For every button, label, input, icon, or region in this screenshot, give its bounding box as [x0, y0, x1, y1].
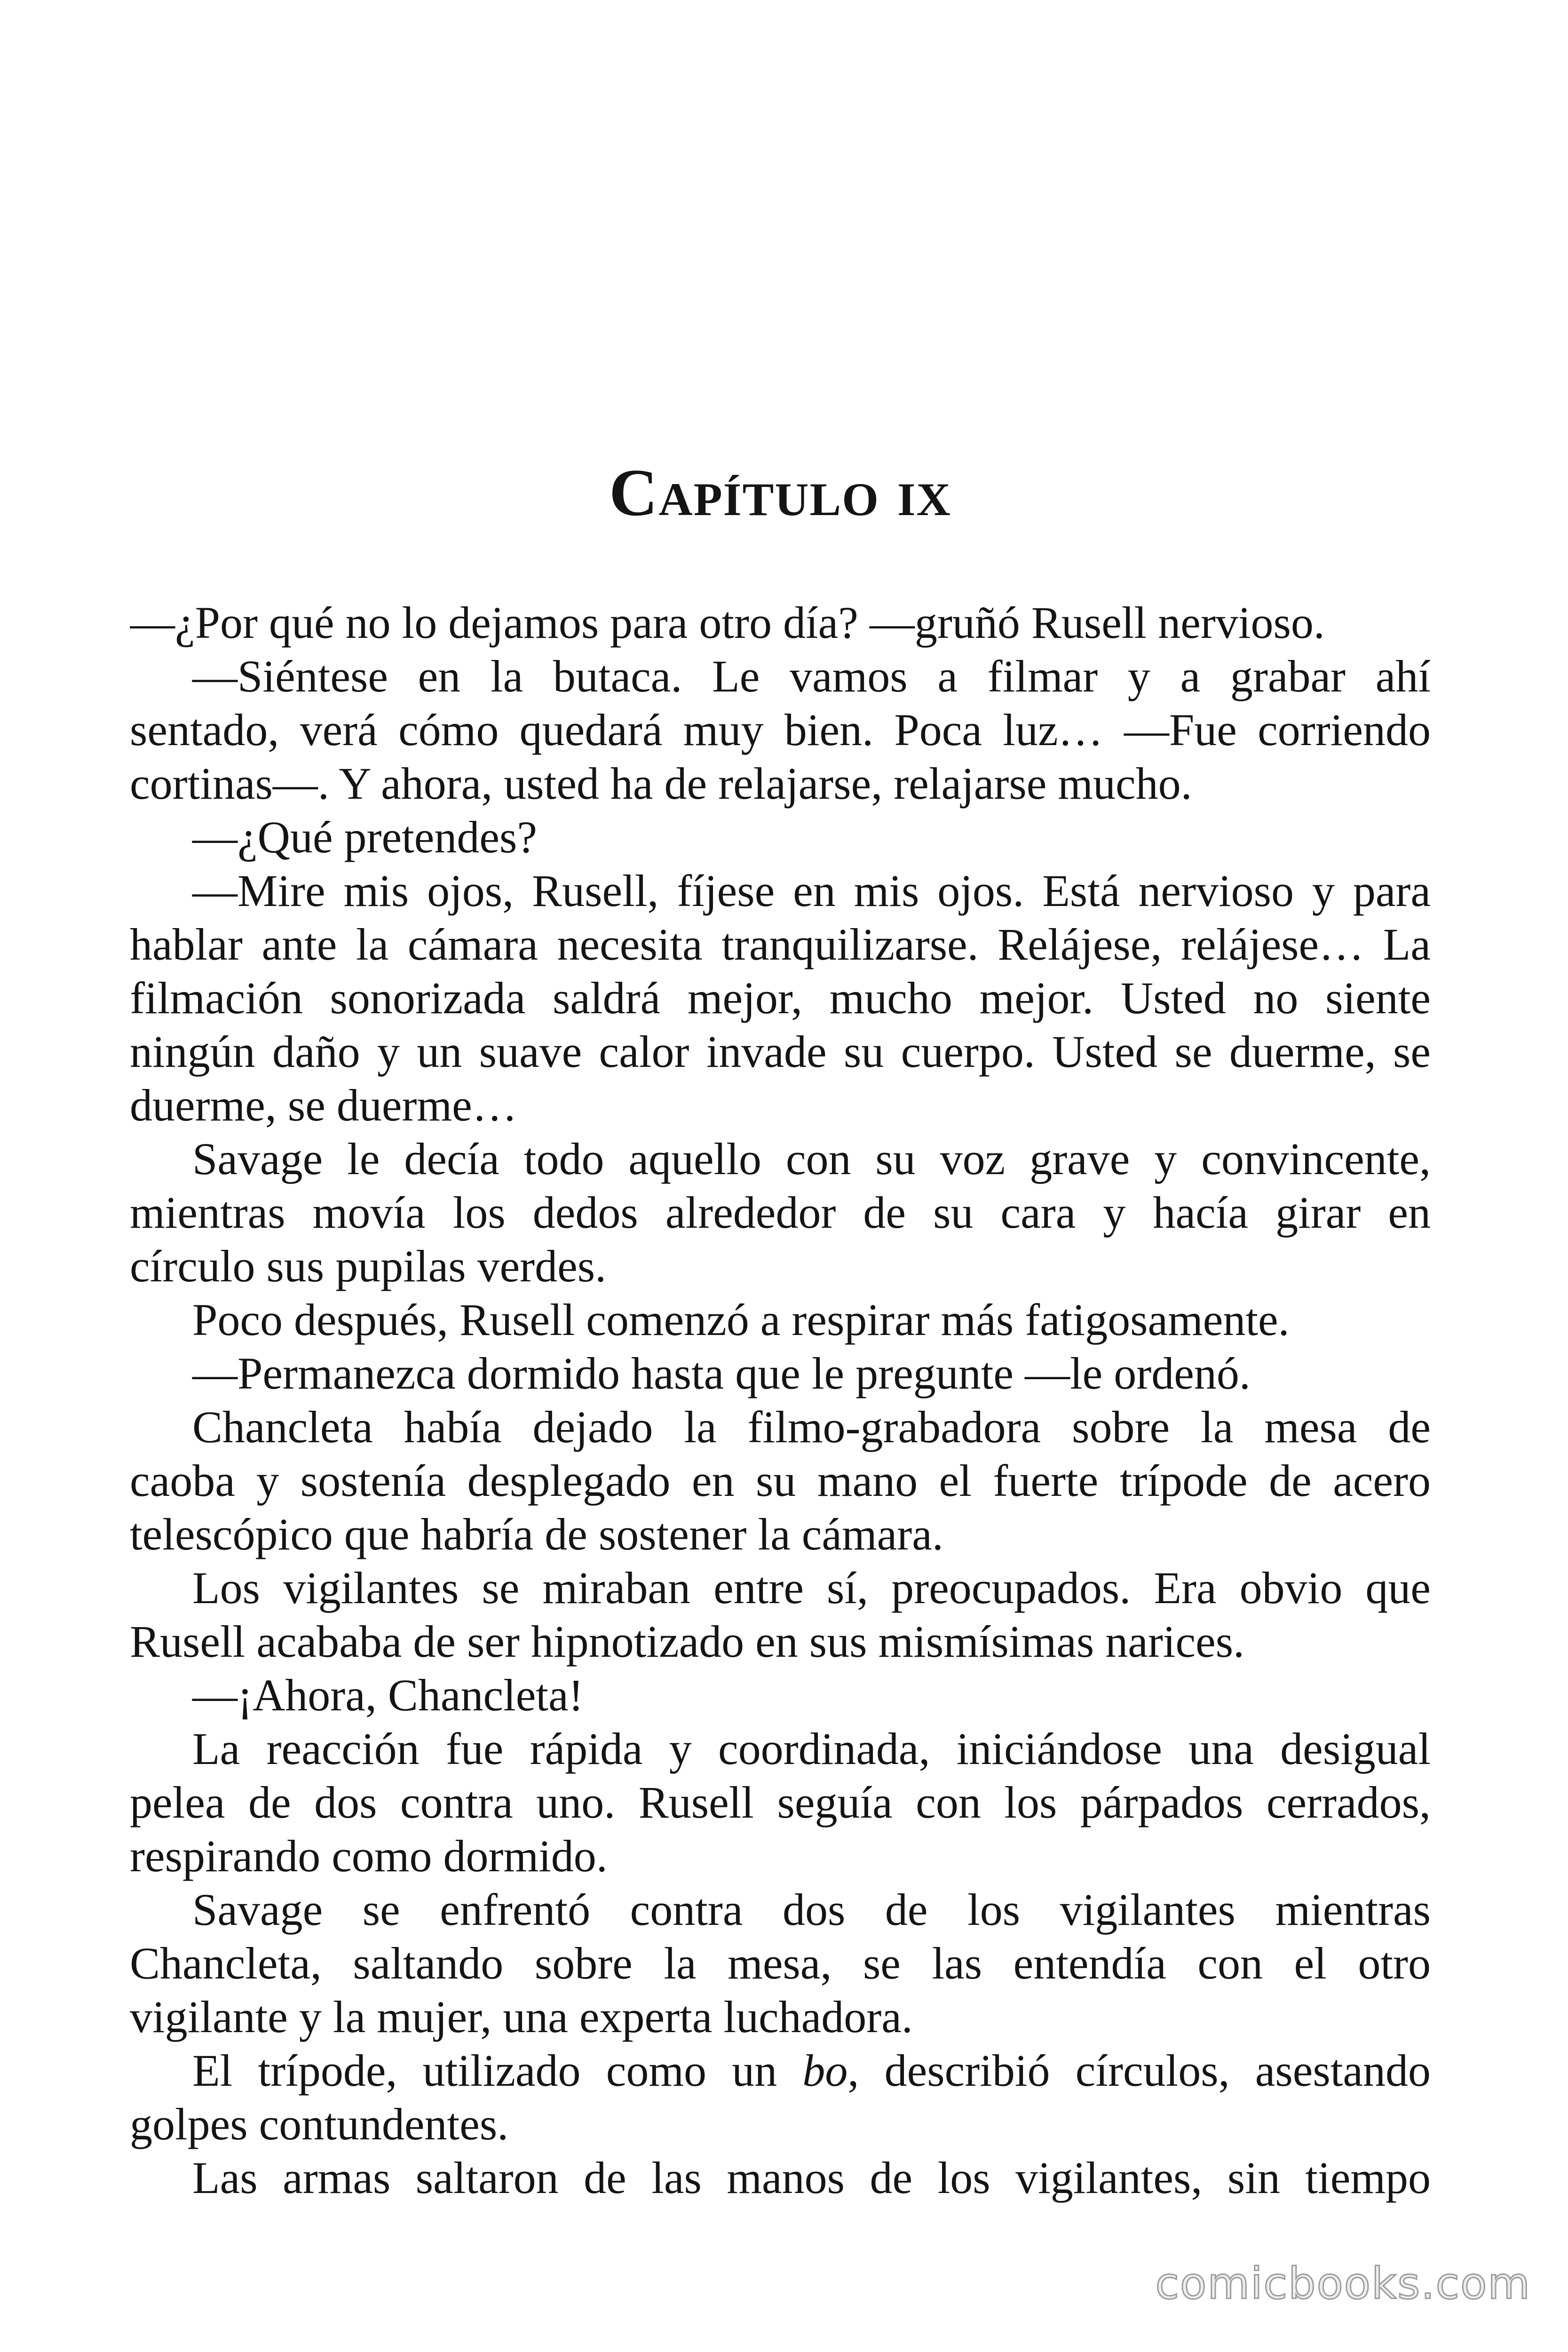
text-line: pelea de dos contra uno. Rusell seguía con los párpados cerrados,: [130, 1777, 1431, 1828]
text-segment: El trípode, utilizado como un: [192, 2045, 803, 2096]
paragraph: [130, 2151, 1431, 2205]
text-line: mientras movía los dedos alrededor de su cara y hacía girar en: [130, 1187, 1431, 1238]
chapter-title: Capítulo ix: [609, 455, 951, 530]
text-line: Chancleta había dejado la filmo-grabadora sobre la mesa de: [192, 1402, 1431, 1452]
text-line: Los vigilantes se miraban entre sí, preocupados. Era obvio que: [192, 1563, 1431, 1613]
text-line: —Mire mis ojos, Rusell, fíjese en mis ojos. Está nervioso y para: [192, 866, 1431, 916]
text-line: círculo sus pupilas verdes.: [130, 1241, 607, 1291]
text-line: hablar ante la cámara necesita tranquilizarse. Relájese, relájese… La: [130, 919, 1431, 969]
paragraph: [130, 864, 1431, 1132]
text-line: Savage le decía todo aquello con su voz grave y convincente,: [192, 1134, 1431, 1184]
text-line: caoba y sostenía desplegado en su mano el fuerte trípode de acero: [130, 1455, 1431, 1506]
text-line: Poco después, Rusell comenzó a respirar más fatigosamente.: [192, 1295, 1290, 1345]
paragraph: [130, 650, 1431, 810]
text-line: Chancleta, saltando sobre la mesa, se las entendía con el otro: [130, 1938, 1431, 1988]
text-line: ningún daño y un suave calor invade su cuerpo. Usted se duerme, se: [130, 1026, 1431, 1077]
paragraph: [130, 1347, 1431, 1400]
emphasis-text: bo: [802, 2045, 848, 2096]
text-line: La reacción fue rápida y coordinada, iniciándose una desigual: [192, 1724, 1431, 1774]
text-line: duerme, se duerme…: [130, 1080, 517, 1130]
text-line: —¡Ahora, Chancleta!: [192, 1670, 584, 1720]
text-line: sentado, verá cómo quedará muy bien. Poca luz… —Fue corriendo: [130, 705, 1431, 755]
text-line: [130, 2044, 1431, 2098]
paragraph: [130, 1132, 1431, 1293]
text-line: cortinas—. Y ahora, usted ha de relajarse, relajarse mucho.: [130, 758, 1192, 809]
text-line: golpes contundentes.: [130, 2099, 509, 2149]
text-line: —Permanezca dormido hasta que le pregunte —le ordenó.: [192, 1348, 1251, 1398]
text-segment: , describió círculos, asestando: [847, 2045, 1431, 2096]
text-line: —¿Por qué no lo dejamos para otro día? —gruñó Rusell nervioso.: [130, 597, 1325, 648]
paragraph: [130, 1400, 1431, 1561]
paragraph: [130, 596, 1431, 650]
text-line: telescópico que habría de sostener la cámara.: [130, 1509, 943, 1559]
text-line: —Siéntese en la butaca. Le vamos a filmar y a grabar ahí: [192, 651, 1431, 701]
text-line: filmación sonorizada saldrá mejor, mucho mejor. Usted no siente: [130, 973, 1431, 1023]
watermark: comicbooks.com: [1155, 2258, 1531, 2309]
text-line: vigilante y la mujer, una experta luchadora.: [130, 1992, 913, 2042]
paragraph: [130, 1883, 1431, 2044]
text-line: —¿Qué pretendes?: [192, 812, 537, 862]
text-line: Savage se enfrentó contra dos de los vigilantes mientras: [192, 1884, 1431, 1935]
text-line: Las armas saltaron de las manos de los vigilantes, sin tiempo: [192, 2153, 1431, 2203]
paragraph: [130, 810, 1431, 864]
paragraph: [130, 2044, 1431, 2151]
paragraph: [130, 1722, 1431, 1883]
text-line: Rusell acababa de ser hipnotizado en sus mismísimas narices.: [130, 1616, 1245, 1667]
paragraph: [130, 1669, 1431, 1722]
text-line: respirando como dormido.: [130, 1831, 608, 1881]
chapter-body: [130, 596, 1431, 2205]
paragraph: [130, 1293, 1431, 1347]
paragraph: [130, 1561, 1431, 1669]
